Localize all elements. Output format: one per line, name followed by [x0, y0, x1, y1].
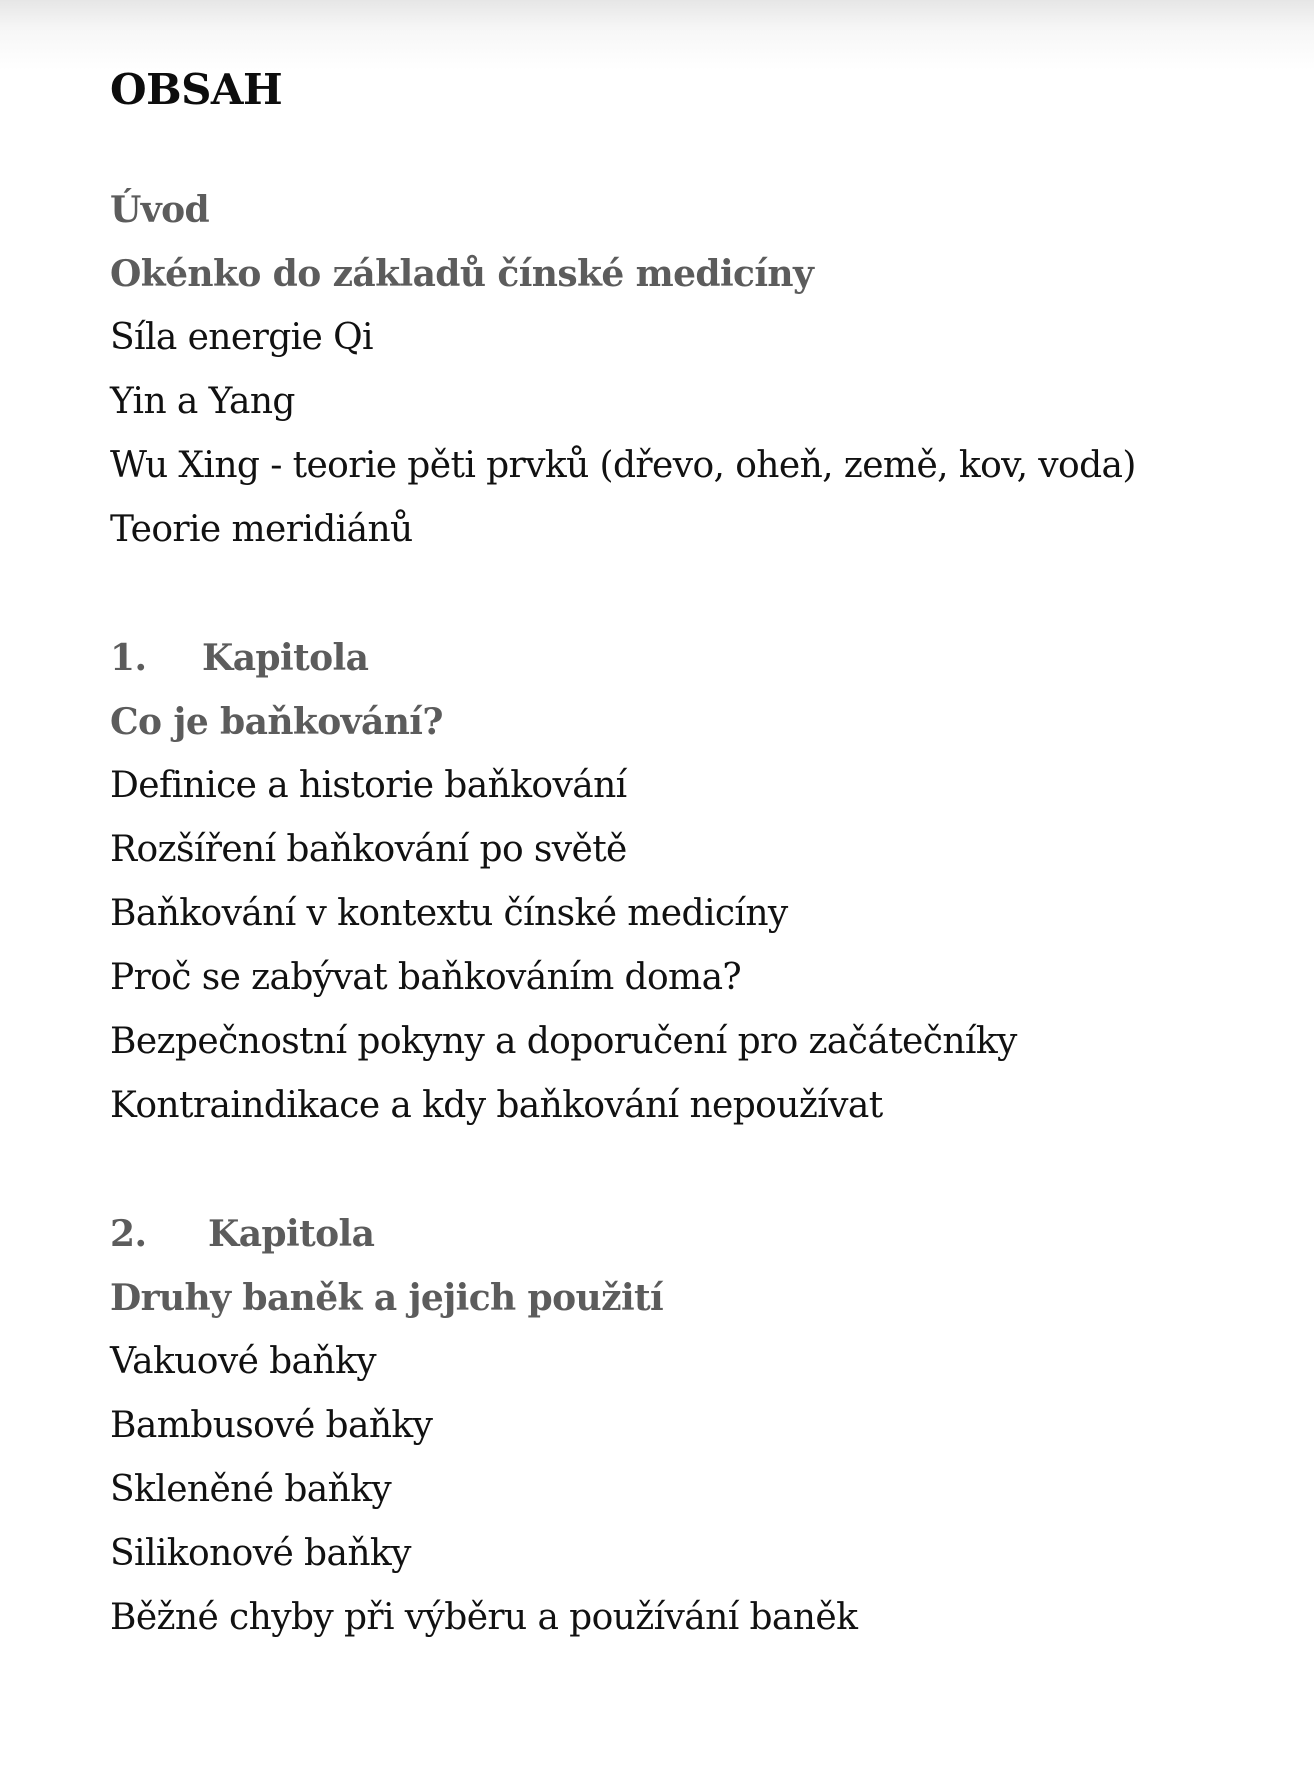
toc-item: Teorie meridiánů: [110, 509, 413, 550]
toc-item: Vakuové baňky: [110, 1341, 376, 1382]
toc-item: Silikonové baňky: [110, 1533, 411, 1574]
chapter-label: Kapitola: [202, 637, 369, 679]
chapter-2-title: Druhy baněk a jejich použití: [110, 1277, 664, 1319]
toc-item: Bezpečnostní pokyny a doporučení pro začátečníky: [110, 1021, 1017, 1062]
toc-heading-basics: Okénko do základů čínské medicíny: [110, 253, 814, 295]
chapter-1-header: [110, 626, 1260, 690]
toc-item: Yin a Yang: [110, 381, 295, 422]
chapter-1-title: Co je baňkování?: [110, 701, 443, 743]
page-title: OBSAH: [110, 65, 283, 114]
chapter-label: Kapitola: [208, 1213, 375, 1255]
toc-item: Běžné chyby při výběru a používání baněk: [110, 1597, 858, 1638]
toc-item: Proč se zabývat baňkováním doma?: [110, 957, 742, 998]
table-of-contents: [110, 58, 1260, 1650]
toc-item: Bambusové baňky: [110, 1405, 433, 1446]
toc-heading-intro: Úvod: [110, 189, 210, 231]
toc-item: Wu Xing - teorie pěti prvků (dřevo, oheň, země, kov, voda): [110, 445, 1136, 486]
chapter-number: 2.: [110, 1213, 147, 1255]
toc-item: Kontraindikace a kdy baňkování nepoužívat: [110, 1085, 883, 1126]
toc-item: Definice a historie baňkování: [110, 765, 627, 806]
toc-item: Rozšíření baňkování po světě: [110, 829, 627, 870]
section-spacer: [110, 562, 1260, 626]
toc-item: Baňkování v kontextu čínské medicíny: [110, 893, 788, 934]
chapter-number: 1.: [110, 637, 147, 679]
section-spacer: [110, 1138, 1260, 1202]
chapter-2-header: [110, 1202, 1260, 1266]
toc-item: Síla energie Qi: [110, 317, 373, 358]
toc-item: Skleněné baňky: [110, 1469, 392, 1510]
